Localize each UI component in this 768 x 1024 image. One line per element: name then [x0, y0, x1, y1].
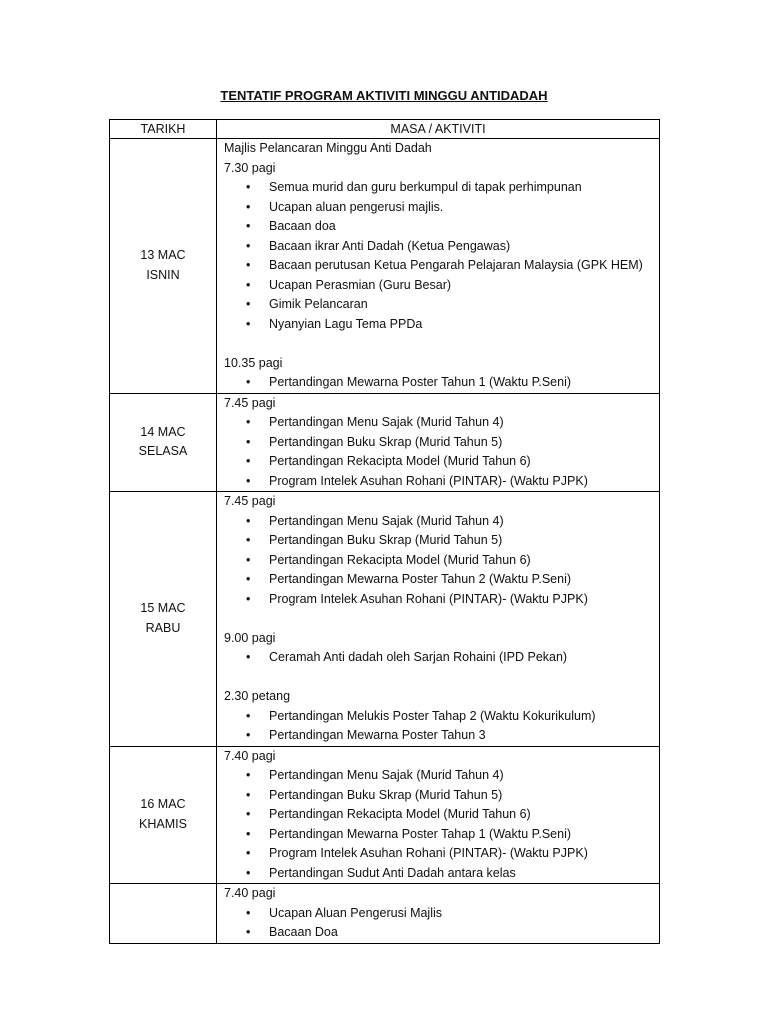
list-item-text: Pertandingan Mewarna Poster Tahun 1 (Waktu P.Seni)	[269, 375, 572, 389]
list-item	[224, 648, 659, 668]
table-row	[110, 393, 660, 492]
bullet-icon: •	[246, 238, 251, 253]
date-line: 13 MAC	[140, 248, 186, 263]
bullet-icon: •	[246, 375, 251, 389]
list-item-text: Ceramah Anti dadah oleh Sarjan Rohaini (IPD Pekan)	[269, 650, 568, 664]
activity-list	[224, 373, 659, 393]
activity-list	[224, 178, 659, 334]
list-item-text: Ucapan aluan pengerusi majlis.	[269, 199, 444, 214]
bullet-icon: •	[246, 787, 251, 802]
list-item	[224, 590, 659, 610]
bullet-icon: •	[246, 316, 251, 331]
activity-cell	[217, 884, 660, 944]
list-item	[224, 295, 659, 315]
spacer	[224, 609, 659, 629]
activity-list	[224, 512, 659, 610]
list-item-text: Bacaan ikrar Anti Dadah (Ketua Pengawas)	[269, 238, 511, 253]
time-label: 7.30 pagi	[224, 160, 276, 175]
schedule-body	[110, 139, 660, 944]
list-item-text: Pertandingan Rekacipta Model (Murid Tahun 6)	[269, 552, 531, 567]
bullet-icon: •	[246, 728, 251, 742]
bullet-icon: •	[246, 473, 251, 488]
date-cell	[110, 139, 217, 394]
list-item-text: Semua murid dan guru berkumpul di tapak perhimpunan	[269, 180, 582, 194]
list-item	[224, 766, 659, 786]
bullet-icon: •	[246, 415, 251, 429]
list-item-text: Ucapan Perasmian (Guru Besar)	[269, 277, 452, 292]
list-item	[224, 844, 659, 864]
activity-cell	[217, 139, 660, 394]
list-item-text: Bacaan Doa	[269, 925, 338, 939]
list-item-text: Pertandingan Menu Sajak (Murid Tahun 4)	[269, 513, 504, 528]
list-item-text: Pertandingan Mewarna Poster Tahun 2 (Waktu P.Seni)	[269, 572, 572, 586]
list-item-text: Program Intelek Asuhan Rohani (PINTAR)- (Waktu PJPK)	[269, 591, 588, 606]
date-cell	[110, 884, 217, 944]
list-item	[224, 531, 659, 551]
date-cell	[110, 746, 217, 884]
header-activity: MASA / AKTIVITI	[217, 120, 660, 139]
bullet-icon: •	[246, 650, 251, 664]
list-item	[224, 551, 659, 571]
list-item	[224, 433, 659, 453]
list-item-text: Pertandingan Menu Sajak (Murid Tahun 4)	[269, 768, 504, 782]
list-item-text: Program Intelek Asuhan Rohani (PINTAR)- (Waktu PJPK)	[269, 473, 588, 488]
list-item-text: Pertandingan Buku Skrap (Murid Tahun 5)	[269, 533, 503, 547]
list-item	[224, 472, 659, 492]
activity-list	[224, 413, 659, 491]
list-item-text: Pertandingan Buku Skrap (Murid Tahun 5)	[269, 434, 503, 449]
list-item	[224, 452, 659, 472]
list-item-text: Program Intelek Asuhan Rohani (PINTAR)- (Waktu PJPK)	[269, 846, 588, 860]
bullet-icon: •	[246, 180, 251, 194]
activity-heading: Majlis Pelancaran Minggu Anti Dadah	[224, 141, 432, 155]
bullet-icon: •	[246, 572, 251, 586]
list-item	[224, 413, 659, 433]
list-item	[224, 923, 659, 943]
header-date: TARIKH	[110, 120, 217, 139]
date-line: RABU	[145, 620, 181, 635]
bullet-icon: •	[246, 454, 251, 468]
table-row	[110, 139, 660, 394]
list-item	[224, 198, 659, 218]
bullet-icon: •	[246, 434, 251, 449]
list-item-text: Ucapan Aluan Pengerusi Majlis	[269, 905, 443, 920]
date-line: KHAMIS	[139, 816, 187, 831]
list-item	[224, 373, 659, 393]
bullet-icon: •	[246, 708, 251, 723]
list-item	[224, 237, 659, 257]
list-item	[224, 726, 659, 746]
list-item-text: Pertandingan Sudut Anti Dadah antara kelas	[269, 865, 516, 880]
bullet-icon: •	[246, 219, 251, 233]
activity-list	[224, 766, 659, 883]
time-label: 7.45 pagi	[224, 494, 276, 508]
header-row	[110, 120, 660, 139]
list-item-text: Pertandingan Buku Skrap (Murid Tahun 5)	[269, 787, 503, 802]
time-label: 7.40 pagi	[224, 748, 276, 763]
list-item-text: Pertandingan Rekacipta Model (Murid Tahun 6)	[269, 807, 531, 821]
list-item-text: Pertandingan Menu Sajak (Murid Tahun 4)	[269, 415, 504, 429]
time-label: 9.00 pagi	[224, 630, 276, 645]
bullet-icon: •	[246, 199, 251, 214]
activity-list	[224, 904, 659, 943]
list-item	[224, 904, 659, 924]
date-line: 16 MAC	[140, 797, 186, 812]
bullet-icon: •	[246, 768, 251, 782]
list-item	[224, 570, 659, 590]
list-item	[224, 805, 659, 825]
list-item-text: Pertandingan Mewarna Poster Tahun 3	[269, 728, 486, 742]
bullet-icon: •	[246, 552, 251, 567]
list-item	[224, 512, 659, 532]
activity-list	[224, 648, 659, 668]
list-item-text: Pertandingan Mewarna Poster Tahap 1 (Waktu P.Seni)	[269, 826, 572, 841]
bullet-icon: •	[246, 807, 251, 821]
date-line: 15 MAC	[140, 601, 186, 616]
list-item	[224, 217, 659, 237]
time-label: 7.45 pagi	[224, 395, 276, 410]
bullet-icon: •	[246, 826, 251, 841]
bullet-icon: •	[246, 846, 251, 860]
list-item	[224, 707, 659, 727]
list-item	[224, 256, 659, 276]
activity-list	[224, 707, 659, 746]
list-item	[224, 178, 659, 198]
date-line: 14 MAC	[140, 424, 186, 439]
table-row	[110, 884, 660, 944]
time-label: 2.30 petang	[224, 689, 291, 703]
date-line: ISNIN	[146, 267, 180, 282]
list-item-text: Gimik Pelancaran	[269, 297, 368, 311]
bullet-icon: •	[246, 865, 251, 880]
bullet-icon: •	[246, 925, 251, 939]
time-label: 7.40 pagi	[224, 886, 276, 900]
bullet-icon: •	[246, 277, 251, 292]
activity-cell	[217, 746, 660, 884]
spacer	[224, 334, 659, 354]
bullet-icon: •	[246, 258, 251, 272]
list-item-text: Bacaan doa	[269, 219, 336, 233]
spacer	[224, 668, 659, 688]
bullet-icon: •	[246, 297, 251, 311]
bullet-icon: •	[246, 533, 251, 547]
time-label: 10.35 pagi	[224, 355, 283, 370]
date-cell	[110, 492, 217, 747]
bullet-icon: •	[246, 591, 251, 606]
activity-cell	[217, 492, 660, 747]
list-item	[224, 864, 659, 884]
table-row	[110, 492, 660, 747]
document-title: TENTATIF PROGRAM AKTIVITI MINGGU ANTIDADAH	[220, 88, 548, 103]
list-item-text: Pertandingan Melukis Poster Tahap 2 (Waktu Kokurikulum)	[269, 708, 596, 723]
table-row	[110, 746, 660, 884]
bullet-icon: •	[246, 905, 251, 920]
list-item	[224, 786, 659, 806]
date-line: SELASA	[138, 444, 188, 459]
schedule-table	[109, 119, 660, 944]
list-item-text: Bacaan perutusan Ketua Pengarah Pelajaran Malaysia (GPK HEM)	[269, 258, 643, 272]
list-item-text: Nyanyian Lagu Tema PPDa	[269, 316, 423, 331]
activity-cell	[217, 393, 660, 492]
list-item	[224, 825, 659, 845]
list-item	[224, 315, 659, 335]
bullet-icon: •	[246, 513, 251, 528]
list-item-text: Pertandingan Rekacipta Model (Murid Tahun 6)	[269, 454, 531, 468]
list-item	[224, 276, 659, 296]
date-cell	[110, 393, 217, 492]
